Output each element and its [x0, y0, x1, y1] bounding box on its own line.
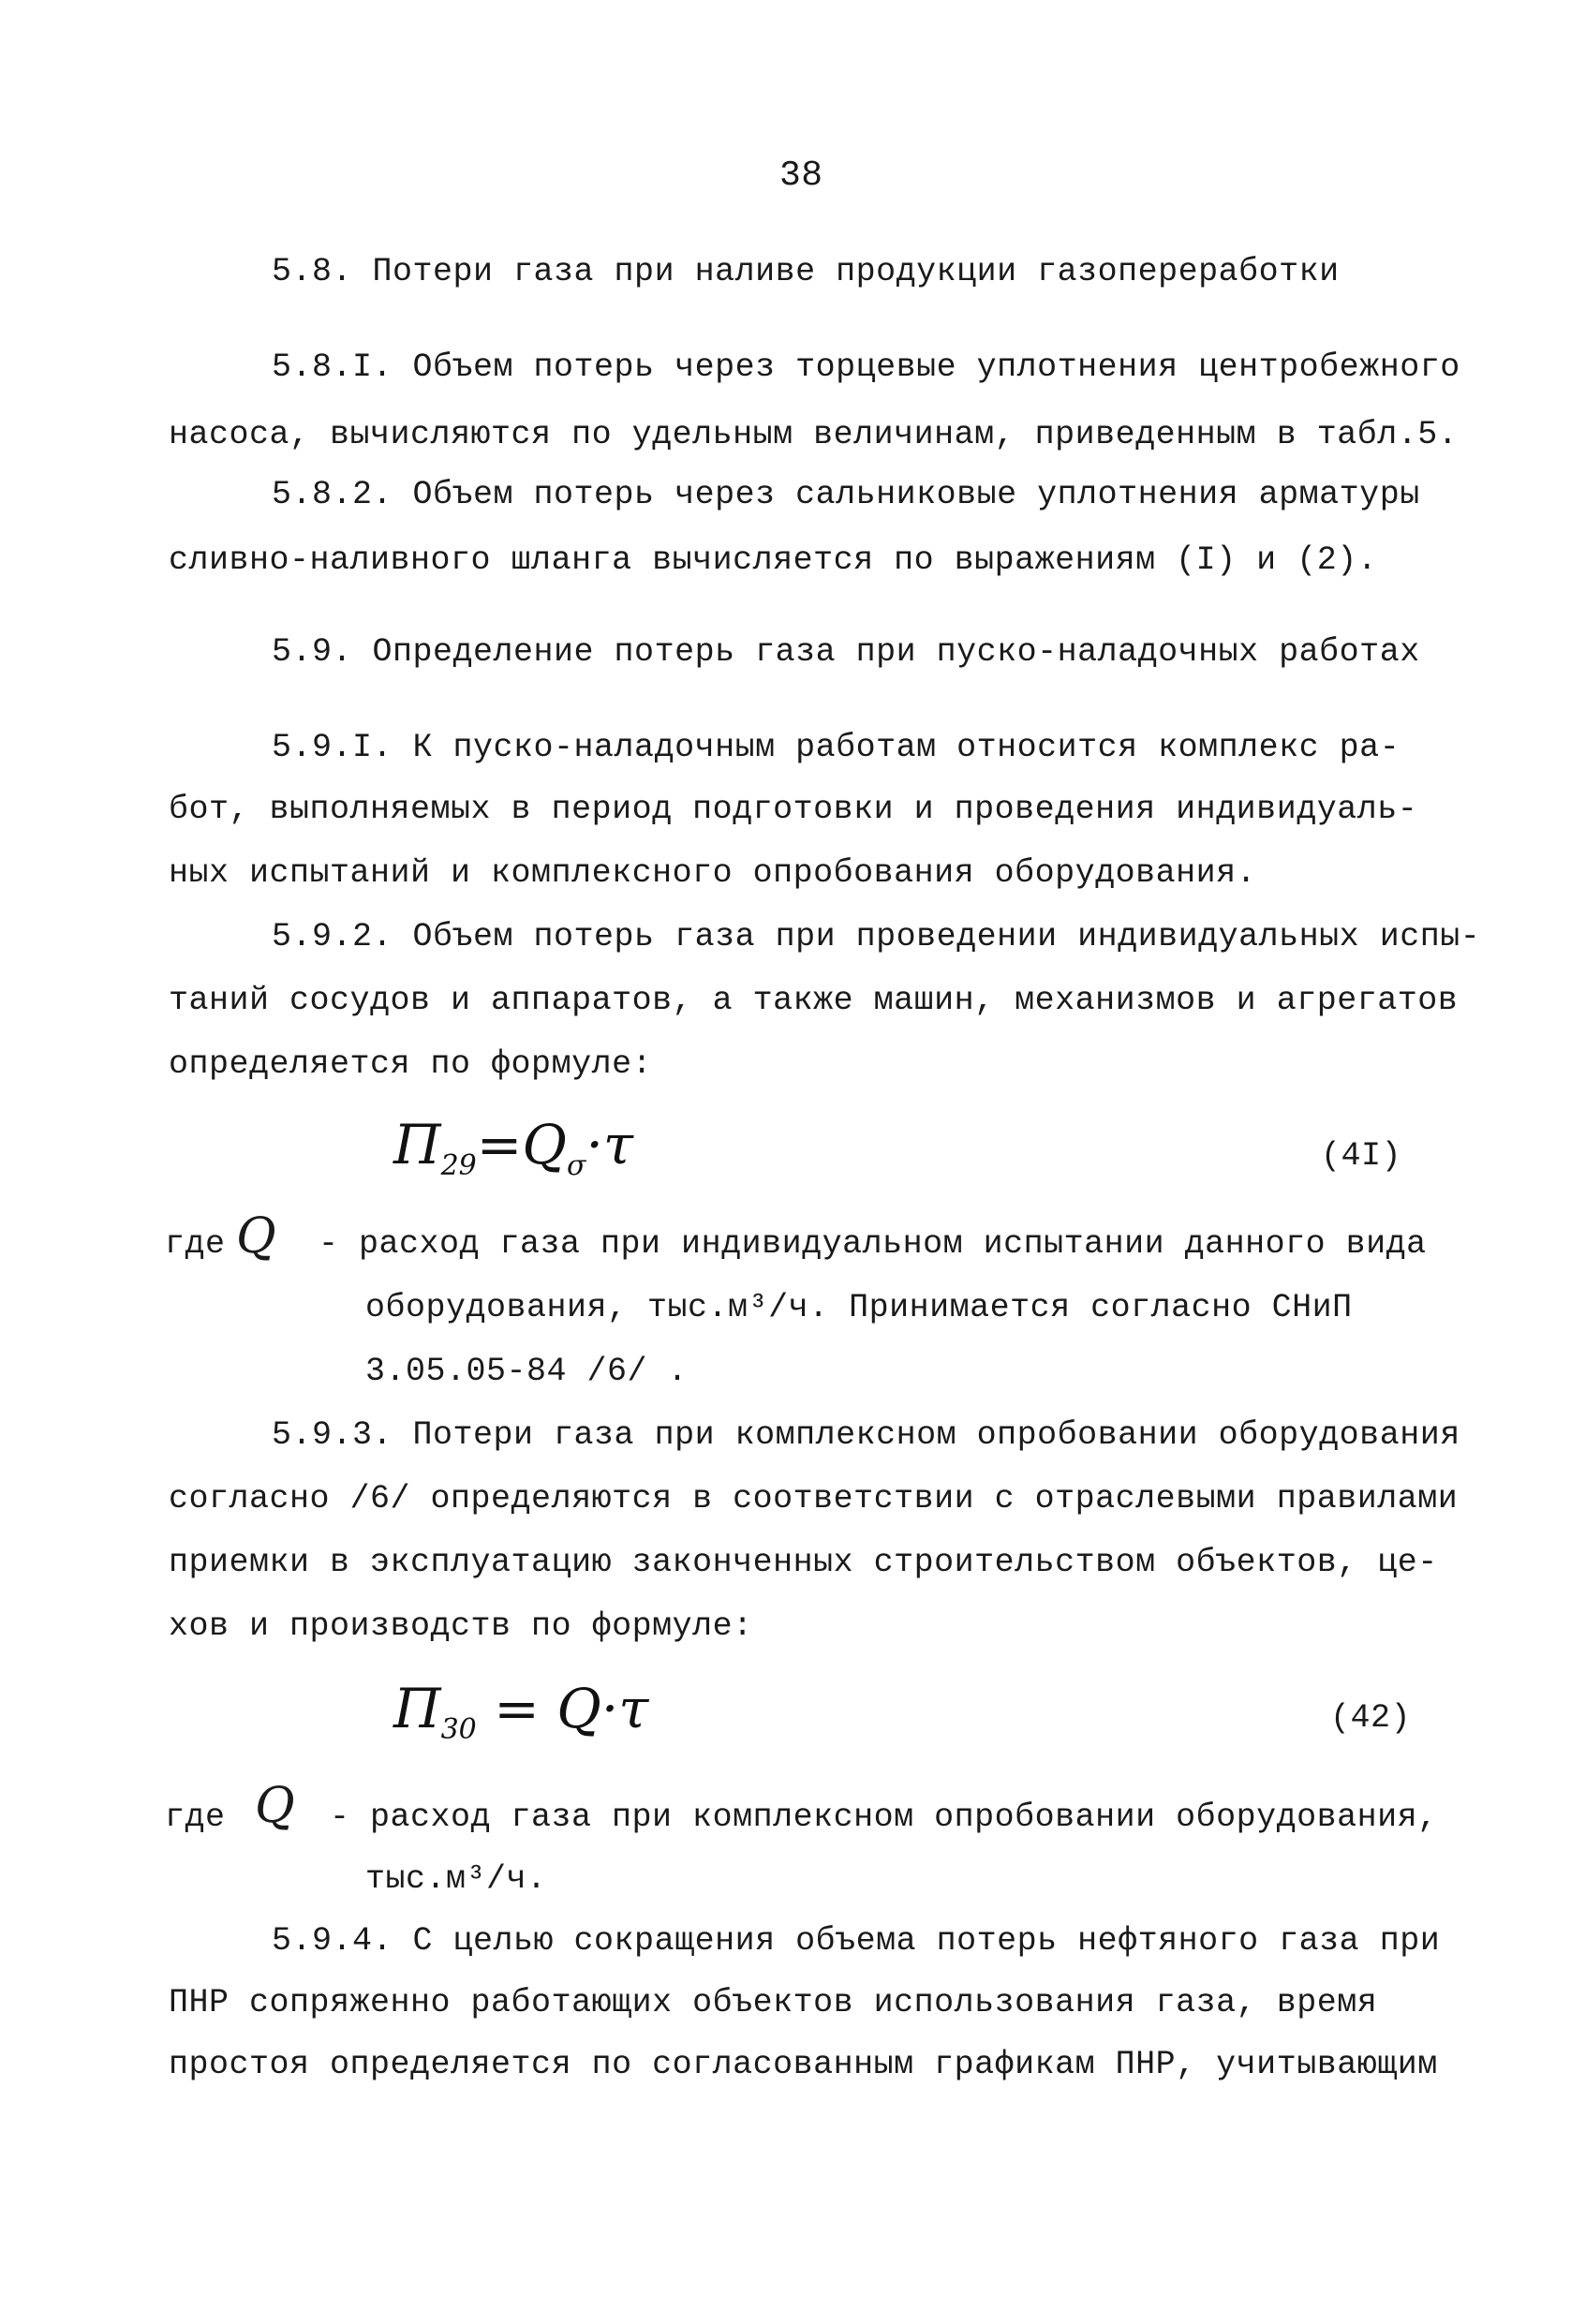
- where-41-line-2: оборудования, тыс.м³/ч. Принимается согласно СНиП: [365, 1289, 1353, 1326]
- where-42-line-1: - расход газа при комплексном опробовании оборудования,: [330, 1799, 1438, 1836]
- formula-41: [393, 1113, 633, 1182]
- para-5-9-3-line-1: 5.9.3. Потери газа при комплексном опробовании оборудования: [272, 1416, 1460, 1454]
- section-heading-5-9: 5.9. Определение потерь газа при пуско-наладочных работах: [272, 633, 1420, 671]
- where-42-symbol: Q: [255, 1778, 295, 1834]
- formula-42-lhs: П: [393, 1677, 441, 1740]
- para-5-8-1-line-2: насоса, вычисляются по удельным величинам, приведенным в табл.5.: [169, 416, 1459, 453]
- para-5-9-4-line-1: 5.9.4. С целью сокращения объема потерь нефтяного газа при: [272, 1922, 1441, 1960]
- para-5-9-4-line-2: ПНР сопряженно работающих объектов использования газа, время: [169, 1984, 1378, 2021]
- para-5-8-2-line-1: 5.8.2. Объем потерь через сальниковые уплотнения арматуры: [272, 476, 1420, 513]
- para-5-9-2-line-1: 5.9.2. Объем потерь газа при проведении индивидуальных испы-: [272, 918, 1481, 955]
- formula-42-equals: =: [494, 1677, 540, 1740]
- formula-42: [393, 1677, 648, 1746]
- formula-41-lhs: П: [393, 1113, 441, 1177]
- para-5-9-3-line-4: хов и производств по формуле:: [169, 1607, 753, 1645]
- para-5-9-3-line-3: приемки в эксплуатацию законченных строительством объектов, це-: [169, 1544, 1438, 1581]
- where-41-line-3: 3.05.05-84 /6/ .: [365, 1353, 689, 1390]
- para-5-9-1-line-1: 5.9.I. К пуско-наладочным работам относится комплекс ра-: [272, 729, 1401, 766]
- formula-41-tau: τ: [602, 1113, 633, 1177]
- equation-number-41: (4I): [1321, 1137, 1402, 1175]
- formula-41-equals: =: [476, 1113, 523, 1177]
- where-41-label: где: [165, 1225, 226, 1263]
- para-5-8-2-line-2: сливно-наливного шланга вычисляется по выражениям (I) и (2).: [169, 541, 1378, 579]
- formula-41-lhs-subscript: 29: [440, 1149, 477, 1182]
- para-5-9-3-line-2: согласно /6/ определяются в соответствии с отраслевыми правилами: [169, 1480, 1459, 1517]
- para-5-8-1-line-1: 5.8.I. Объем потерь через торцевые уплотнения центробежного: [272, 348, 1460, 386]
- equation-number-42: (42): [1330, 1699, 1412, 1737]
- para-5-9-2-line-3: определяется по формуле:: [169, 1045, 653, 1083]
- para-5-9-4-line-3: простоя определяется по согласованным графикам ПНР, учитывающим: [169, 2046, 1438, 2083]
- where-42-label: где: [165, 1799, 226, 1836]
- para-5-9-1-line-2: бот, выполняемых в период подготовки и проведения индивидуаль-: [169, 791, 1418, 828]
- formula-42-lhs-subscript: 30: [440, 1713, 477, 1746]
- formula-42-tau: τ: [618, 1677, 649, 1740]
- formula-41-dot: ·: [585, 1113, 603, 1177]
- formula-42-dot: ·: [600, 1677, 619, 1740]
- formula-41-q: Q: [522, 1113, 567, 1177]
- where-42-line-2: тыс.м³/ч.: [365, 1860, 547, 1898]
- where-41-line-1: - расход газа при индивидуальном испытании данного вида: [319, 1225, 1427, 1263]
- formula-42-q: Q: [556, 1677, 601, 1740]
- para-5-9-2-line-2: таний сосудов и аппаратов, а также машин, механизмов и агрегатов: [169, 982, 1459, 1019]
- where-41-symbol: Q: [236, 1208, 276, 1265]
- formula-41-q-subscript: σ: [566, 1149, 586, 1182]
- section-heading-5-8: 5.8. Потери газа при наливе продукции газопереработки: [272, 253, 1340, 290]
- para-5-9-1-line-3: ных испытаний и комплексного опробования оборудования.: [169, 854, 1257, 892]
- page-number: 38: [779, 155, 823, 196]
